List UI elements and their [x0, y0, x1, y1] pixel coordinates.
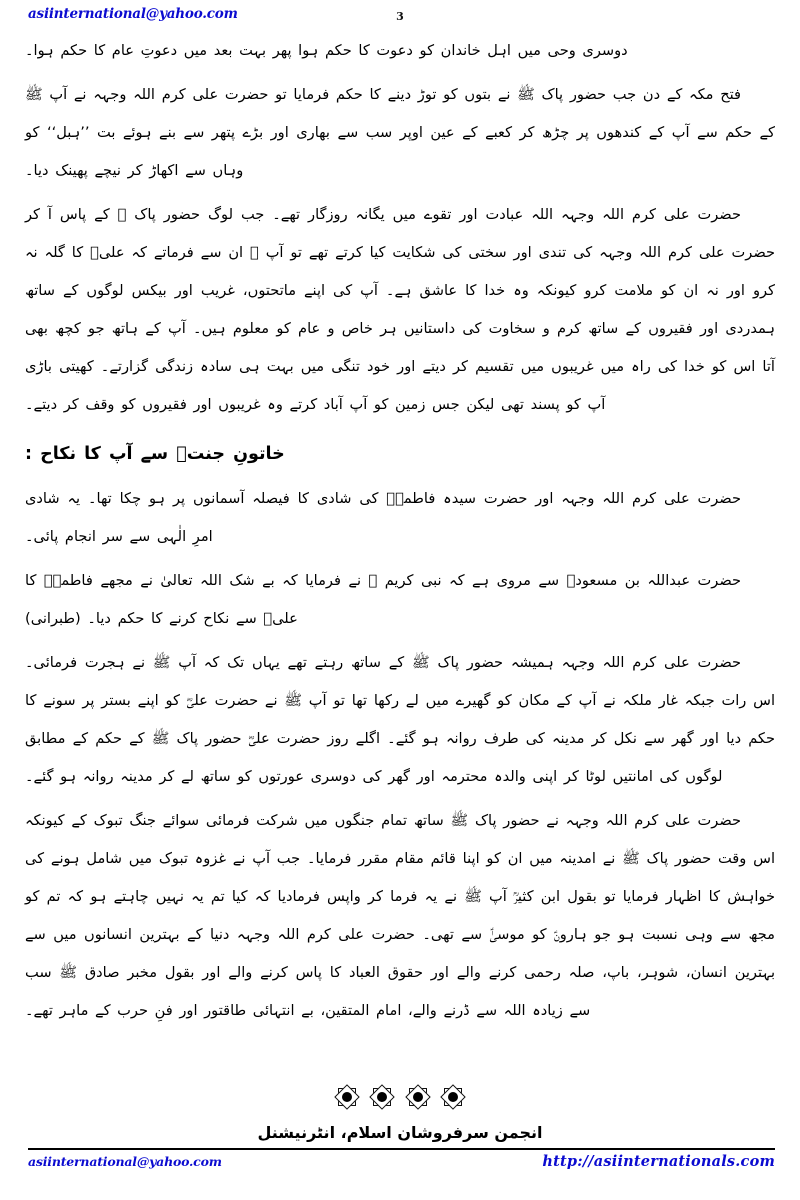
footer-divider-rule [28, 1148, 775, 1150]
body-paragraph: فتح مکہ کے دن جب حضور پاک ﷺ نے بتوں کو توڑ دینے کا حکم فرمایا تو حضرت علی کرم اللہ وجہہ نے آپ ﷺ کے حکم سے آپ کے کندھوں پر چڑھ کر کعبے کے عین اوپر سب سے بھاری اور بڑے پتھر سے بنے ہوئے بت ’’ہبل‘‘ کو وہاں سے اکھاڑ کر نیچے پھینک دیا۔ [25, 86, 775, 179]
body-paragraph: حضرت علی کرم اللہ وجہہ نے حضور پاک ﷺ ساتھ تمام جنگوں میں شرکت فرمائی سوائے جنگ تبوک کے کیونکہ اس وقت حضور پاک ﷺ نے امدینہ میں ان کو اپنا قائم مقام مقرر فرمایا۔ جب آپ نے غزوہ تبوک میں شامل ہونے کی خواہش کا اظہار فرمایا تو بقول ابن کثیرؒ آپ ﷺ نے یہ فرما کر واپس فرمادیا کہ کیا تم یہ نہیں چاہتے ہو کہ تم کو مجھ سے وہی نسبت ہو جو ہارونؑ کو موسیٰؑ سے تھی۔ حضرت علی کرم اللہ وجہہ دنیا کے بہترین انسانوں میں سے بہترین انسان، شوہر، باپ، صلہ رحمی کرنے والے اور حقوق العباد کا پاس کرنے والے اور بقول مخبر صادق ﷺ سب سے زیادہ اللہ سے ڈرنے والے، امام المتقین، بے انتہائی طاقتور اور فنِ حرب کے ماہر تھے۔ [25, 812, 775, 1019]
body-paragraph: حضرت علی کرم اللہ وجہہ ہمیشہ حضور پاک ﷺ کے ساتھ رہتے تھے یہاں تک کہ آپ ﷺ نے ہجرت فرمائی۔ اس رات جبکہ غار ملکہ نے آپ کے مکان کو گھیرے میں لے رکھا تھا تو آپ ﷺ نے حضرت علیؓ کو اپنے بستر پر سونے کا حکم دیا اور گھر سے نکل کر مدینہ کی طرف روانہ ہو گئے۔ اگلے روز حضرت علیؓ حضور پاک ﷺ کے حکم کے مطابق لوگوں کی امانتیں لوٹا کر اپنی والدہ محترمہ اور گھر کی دوسری عورتوں کو ساتھ لے کر مدینہ روانہ ہو گئے۔ [25, 654, 775, 785]
page-number: 3 [396, 10, 404, 23]
document-body [25, 32, 775, 1036]
body-paragraph: دوسری وحی میں اہل خاندان کو دعوت کا حکم ہوا پھر بہت بعد میں دعوتِ عام کا حکم ہوا۔ [25, 42, 628, 59]
footer-email-address[interactable]: asiinternational@yahoo.com [28, 1154, 222, 1169]
star-ornament-icon [336, 1086, 358, 1108]
footer-website-url[interactable]: http://asiinternationals.com [542, 1153, 775, 1170]
section-heading-nikah: خاتونِ جنتؓ سے آپ کا نکاح : [25, 444, 285, 464]
ornament-divider [0, 1086, 800, 1108]
star-ornament-icon [442, 1086, 464, 1108]
star-ornament-icon [407, 1086, 429, 1108]
body-paragraph: حضرت علی کرم اللہ وجہہ اور حضرت سیدہ فاطمہؓ کی شادی کا فیصلہ آسمانوں پر ہو چکا تھا۔ یہ شادی امرِ الٰہی سے سر انجام پائی۔ [25, 490, 741, 545]
page-footer [0, 1122, 800, 1192]
page-header [0, 4, 800, 34]
body-paragraph: حضرت عبداللہ بن مسعودؓ سے مروی ہے کہ نبی کریم ﷺ نے فرمایا کہ بے شک اللہ تعالیٰ نے مجھے فاطمہؓ کا علیؓ سے نکاح کرنے کا حکم دیا۔ (طبرانی) [25, 572, 741, 627]
footer-organization-name: انجمن سرفروشان اسلام، انٹرنیشنل [257, 1123, 543, 1142]
body-paragraph: حضرت علی کرم اللہ وجہہ اللہ عبادت اور تقوے میں یگانہ روزگار تھے۔ جب لوگ حضور پاک ﷺ کے پاس آ کر حضرت علی کرم اللہ وجہہ کی تندی اور سختی کی شکایت کیا کرتے تھے تو آپ ﷺ ان سے فرماتے کہ علیؓ کا گلہ نہ کرو اور نہ ان کو ملامت کرو کیونکہ وہ خدا کا عاشق ہے۔ آپ کی اپنے ماتحتوں، غریب اور بیکس لوگوں کے ساتھ ہمدردی اور فقیروں کے ساتھ کرم و سخاوت کی داستانیں ہر خاص و عام کو معلوم ہیں۔ آپ کے ہاتھ جو کچھ بھی آتا اس کو خدا کی راہ میں غریبوں میں تقسیم کر دیتے اور خود تنگی میں بہت ہی سادہ زندگی گزارتے۔ کھیتی باڑی آپ کو پسند تھی لیکن جس زمین کو آپ آباد کرتے وہ غریبوں اور فقیروں کو وقف کر دیتے۔ [25, 206, 775, 413]
star-ornament-icon [371, 1086, 393, 1108]
header-email-address: asiinternational@yahoo.com [28, 6, 238, 22]
footer-links [28, 1154, 775, 1178]
